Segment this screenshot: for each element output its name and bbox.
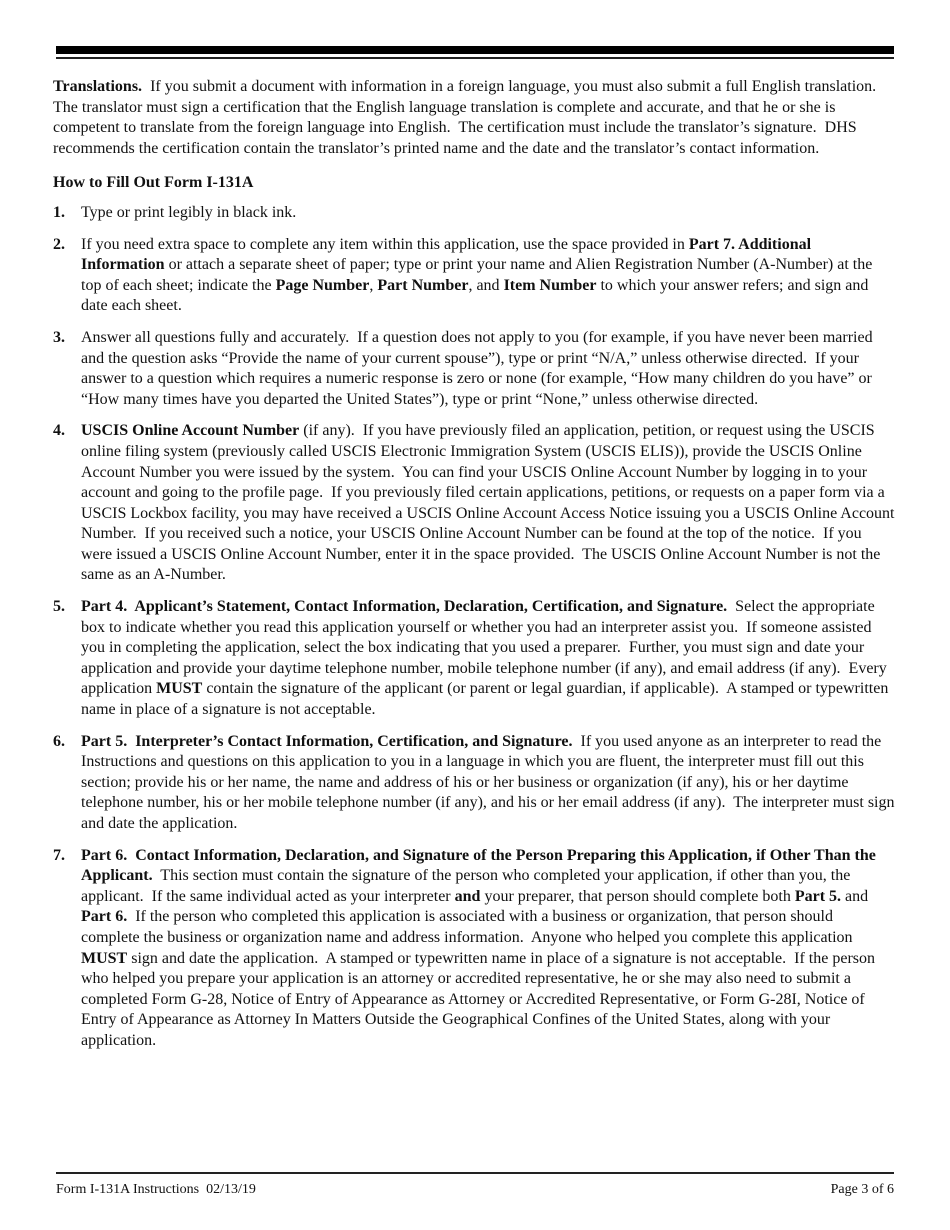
bold-text: USCIS Online Account Number [81, 422, 300, 440]
text-run: contain the signature of the applicant (or parent or legal guardian, if applicable). A stamped or typewritten name in place of a signature is not acceptable. [81, 680, 893, 719]
list-item [53, 732, 899, 835]
item-number: 7. [53, 846, 65, 864]
text-run: (if any). If you have previously filed an application, petition, or request using the USCIS online filing system (previously called USCIS Electronic Immigration System (USCIS ELIS)), provide the USCIS Online Account Number you were issued by the system. You can find your USCIS Online Account Number by logging in to your account and going to the profile page. If you previously filed certain applications, petitions, or requests on a paper form via a USCIS Lockbox facility, you may have received a USCIS Online Account Access Notice issuing you a USCIS Online Account Number. If you received such a notice, your USCIS Online Account Number can be found at the top of the notice. If you were issued a USCIS Online Account Number, enter it in the space provided. The USCIS Online Account Number is not the same as an A-Number. [81, 422, 899, 584]
bold-text: Part 6. [81, 908, 128, 926]
text-run: Select the appropriate box to indicate whether you read this application yourself or whether you had an interpreter assist you. If someone assisted you in completing the application, select the box indicating that you used a preparer. Further, you must sign and date your application and provide your daytime telephone number, mobile telephone number (if any), and email address (if any). Every application [81, 598, 891, 698]
section-heading: How to Fill Out Form I-131A [53, 174, 254, 192]
text-run: and [841, 887, 873, 905]
item-number: 5. [53, 598, 65, 616]
bold-text: Part 4. Applicant’s Statement, Contact Information, Declaration, Certification, and Signature. [81, 598, 728, 616]
item-number: 1. [53, 203, 65, 221]
list-item [53, 203, 895, 224]
list-item [53, 328, 895, 410]
bold-text: Part 6. Contact Information, Declaration, and Signature of the Person Preparing this Application, if Other Than the Applicant. [81, 846, 879, 885]
item-number: 3. [53, 328, 65, 346]
list-item [53, 235, 895, 317]
item-number: 4. [53, 422, 65, 440]
text-run: If you used anyone as an interpreter to read the Instructions and questions on this application to you in a language in which you are fluent, the interpreter must fill out this section; provide his or her name, the name and address of his or her business or organization (if any), his or her daytime telephone number, his or her mobile telephone number (if any), and his or her email address (if any). The interpreter must sign and date the application. [81, 732, 899, 832]
bold-text: Part 7. Additional Information [81, 235, 816, 274]
header-rule-thick [56, 46, 894, 54]
form-id: Form I-131A Instructions 02/13/19 [56, 1182, 256, 1197]
item-text [81, 732, 899, 835]
bold-text: MUST [156, 680, 203, 698]
bold-text: MUST [81, 949, 128, 967]
bold-text: Part Number [377, 276, 469, 294]
item-text [81, 235, 895, 317]
item-text [81, 421, 899, 586]
item-text [81, 846, 895, 1052]
text-run: If you need extra space to complete any item within this application, use the space provided in [81, 235, 689, 253]
bold-text: and [454, 887, 481, 905]
translations-paragraph [53, 77, 895, 159]
text-run: This section must contain the signature of the person who completed your application, if other than you, the applicant. If the same individual acted as your interpreter [81, 867, 855, 905]
footer-rule [56, 1172, 894, 1174]
list-item [53, 421, 899, 586]
text-run: your preparer, that person should complete both [480, 887, 795, 905]
instruction-list [53, 203, 899, 1052]
text-run: If you submit a document with information in a foreign language, you must also submit a full English translation. The translator must sign a certification that the English language translation is complete and accurate, and that he or she is competent to translate from the foreign language into English. The certification must include the translator’s signature. DHS recommends the certification contain the translator’s printed name and the date and the translator’s contact information. [53, 78, 884, 157]
item-text [81, 328, 895, 410]
bold-text: Page Number [275, 276, 370, 294]
text-run: sign and date the application. A stamped or typewritten name in place of a signature is not acceptable. If the person who helped you prepare your application is an attorney or accredited representative, he or she may also need to submit a completed Form G-28, Notice of Entry of Appearance as Attorney or Accredited Representative, or Form G-28I, Notice of Entry of Appearance as Attorney In Matters Outside the Geographical Confines of the United States, along with your application. [81, 949, 879, 1049]
list-item [53, 597, 895, 721]
list-item [53, 846, 895, 1052]
bold-text: Part 5. [794, 887, 842, 905]
item-number: 6. [53, 732, 65, 750]
text-run: Answer all questions fully and accurately. If a question does not apply to you (for example, if you have never been married and the question asks “Provide the name of your current spouse”), type or print “N/A,” unless otherwise directed. If your answer to a question which requires a numeric response is zero or none (for example, “How many children do you have” or “How many times have you departed the United States”), type or print “None,” unless otherwise directed. [81, 328, 877, 408]
text-run: , and [468, 276, 504, 294]
text-run: Type or print legibly in black ink. [81, 203, 297, 221]
item-text [81, 203, 895, 224]
text-run: to which your answer refers; and sign and date each sheet. [81, 276, 873, 315]
header-rule-thin [56, 57, 894, 59]
item-number: 2. [53, 235, 65, 253]
bold-text: Item Number [503, 276, 597, 294]
item-text [81, 597, 895, 721]
text-run: or attach a separate sheet of paper; type or print your name and Alien Registration Number (A-Number) at the top of each sheet; indicate the [81, 256, 877, 294]
page-footer [56, 1182, 894, 1198]
bold-text: Translations. [53, 78, 143, 95]
bold-text: Part 5. Interpreter’s Contact Information, Certification, and Signature. [81, 732, 573, 750]
page-number: Page 3 of 6 [830, 1182, 894, 1197]
page-body [53, 77, 899, 1063]
text-run: , [369, 276, 378, 294]
text-run: If the person who completed this application is associated with a business or organization, that person should complete the business or organization name and address information. Anyone who helped you complete this application [81, 908, 857, 946]
